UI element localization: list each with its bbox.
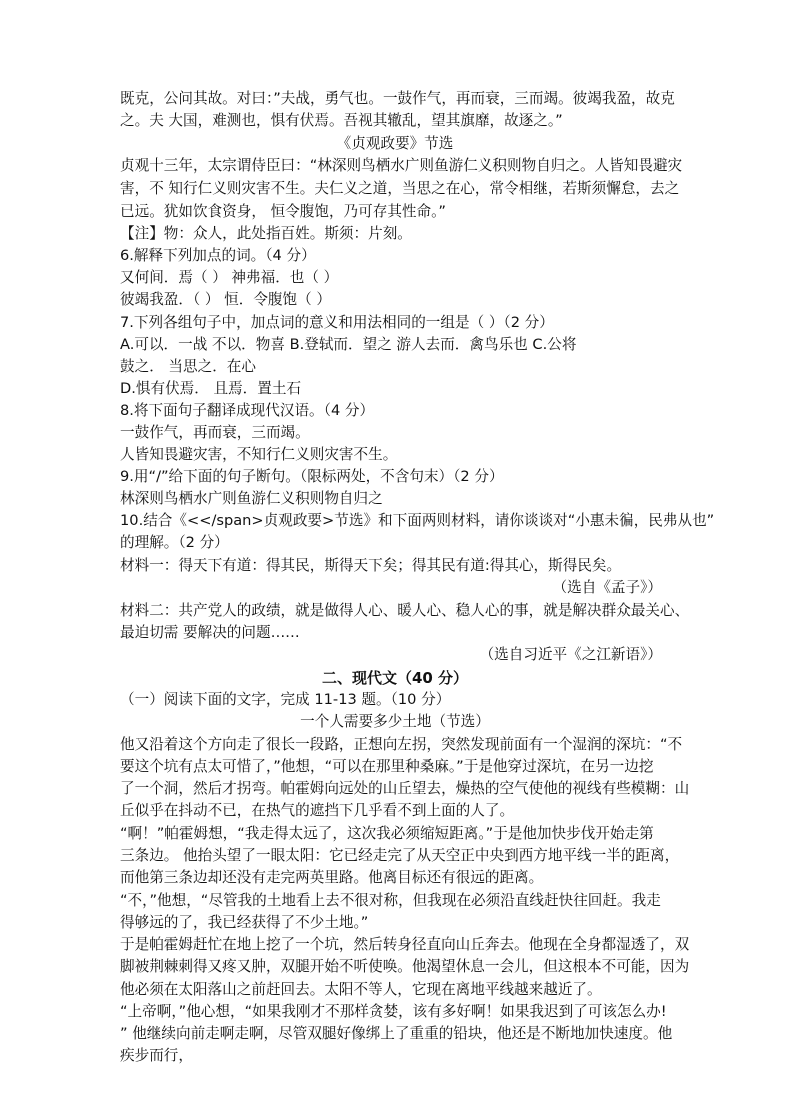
- text-line: 已远。犹如饮食资身， 恒令腹饱，乃可存其性命。”: [120, 203, 446, 220]
- question-7: 7.下列各组句子中，加点词的意义和用法相同的一组是（ ）（2 分）: [120, 314, 554, 331]
- text-line: “不，”他想，“尽管我的土地看上去不很对称，但我现在必须沿直线赶快往回赶。我走: [120, 892, 661, 909]
- text-line: 之。夫 大国，难测也，惧有伏焉。吾视其辙乱，望其旗靡，故逐之。”: [120, 112, 563, 129]
- text-line: A.可以．一战 不以．物喜 B.登轼而．望之 游人去而．禽鸟乐也 C.公将: [120, 336, 577, 353]
- text-line: 三条边。 他抬头望了一眼太阳：它已经走完了从天空正中央到西方地平线一半的距离，: [120, 847, 680, 864]
- text-line: 的理解。（2 分）: [120, 534, 229, 551]
- text-line: “啊！”帕霍姆想，“我走得太远了，这次我必须缩短距离。”于是他加快步伐开始走第: [120, 825, 654, 842]
- text-line: 林深则鸟栖水广则鱼游仁义积则物自归之: [120, 490, 383, 507]
- article-title: 一个人需要多少土地（节选）: [300, 713, 490, 730]
- text-line: 鼓之． 当思之．在心: [120, 358, 256, 375]
- source-citation: （选自《孟子》）: [552, 579, 662, 596]
- text-line: 要这个坑有点太可惜了，”他想，“可以在那里种桑麻。”于是他穿过深坑，在另一边挖: [120, 758, 654, 775]
- section-heading: 二、现代文（40 分）: [321, 669, 469, 687]
- section-heading: 《贞观政要》节选: [336, 135, 454, 152]
- text-line: ” 他继续向前走啊走啊，尽管双腿好像绑上了重重的铅块，他还是不断地加快速度。他: [120, 1025, 673, 1042]
- text-line: 丘似乎在抖动不已，在热气的遮挡下几乎看不到上面的人了。: [120, 802, 515, 819]
- text-line: 疾步而行，: [120, 1047, 193, 1064]
- text-line: 于是帕霍姆赶忙在地上挖了一个坑，然后转身径直向山丘奔去。他现在全身都湿透了，双: [120, 936, 690, 953]
- note-line: 【注】物：众人，此处指百姓。斯须：片刻。: [120, 225, 412, 242]
- text-line: 而他第三条边却还没有走完两英里路。他离目标还有很远的距离。: [120, 869, 544, 886]
- text-line: 他必须在太阳落山之前赶回去。太阳不等人，它现在离地平线越来越近了。: [120, 981, 602, 998]
- source-citation: （选自习近平《之江新语》）: [479, 646, 662, 663]
- text-line: 他又沿着这个方向走了很长一段路，正想向左拐，突然发现前面有一个湿润的深坑：“不: [120, 736, 683, 753]
- text-line: 一鼓作气，再而衰，三而竭。: [120, 424, 310, 441]
- text-line: 了一个洞，然后才拐弯。帕霍姆向远处的山丘望去，燥热的空气使他的视线有些模糊：山: [120, 780, 690, 797]
- text-line: （一）阅读下面的文字，完成 11-13 题。（10 分）: [120, 691, 451, 708]
- text-line: 又何间．焉（ ） 神弗福．也（ ）: [120, 269, 339, 286]
- text-line: “上帝啊，”他心想，“如果我刚才不那样贪婪，该有多好啊！如果我迟到了可该怎么办!: [120, 1003, 667, 1020]
- text-line: 害，不 知行仁义则灾害不生。夫仁义之道，当思之在心，常令相继，若斯须懈怠，去之: [120, 180, 680, 197]
- text-line: 既克，公问其故。对曰：”夫战，勇气也。一鼓作气，再而衰，三而竭。彼竭我盈，故克: [120, 90, 675, 107]
- question-10: 10.结合《<</span>贞观政要>节选》和下面两则材料，请你谈谈对“小惠未徧，民弗从也”: [120, 512, 715, 529]
- text-line: 彼竭我盈．（ ） 恒．令腹饱（ ）: [120, 291, 331, 308]
- question-9: 9.用“/”给下面的句子断句。（限标两处，不含句末）（2 分）: [120, 468, 504, 485]
- text-line: 脚被荆棘刺得又疼又肿，双腿开始不听使唤。他渴望休息一会儿，但这根本不可能，因为: [120, 958, 690, 975]
- text-line: 得够远的了，我已经获得了不少土地。”: [120, 914, 369, 931]
- text-line: 材料一：得天下有道：得其民，斯得天下矣；得其民有道:得其心，斯得民矣。: [120, 557, 622, 574]
- text-line: 最迫切需 要解决的问题……: [120, 624, 300, 641]
- text-line: 人皆知畏避灾害，不知行仁义则灾害不生。: [120, 446, 398, 463]
- text-line: 材料二：共产党人的政绩，就是做得人心、暖人心、稳人心的事，就是解决群众最关心、: [120, 602, 690, 619]
- text-line: 贞观十三年，太宗谓侍臣曰：“林深则鸟栖水广则鱼游仁义积则物自归之。人皆知畏避灾: [120, 157, 683, 174]
- question-8: 8.将下面句子翻译成现代汉语。（4 分）: [120, 402, 375, 419]
- text-line: D.惧有伏焉． 且焉．置土石: [120, 380, 302, 397]
- question-6: 6.解释下列加点的词。（4 分）: [120, 247, 316, 264]
